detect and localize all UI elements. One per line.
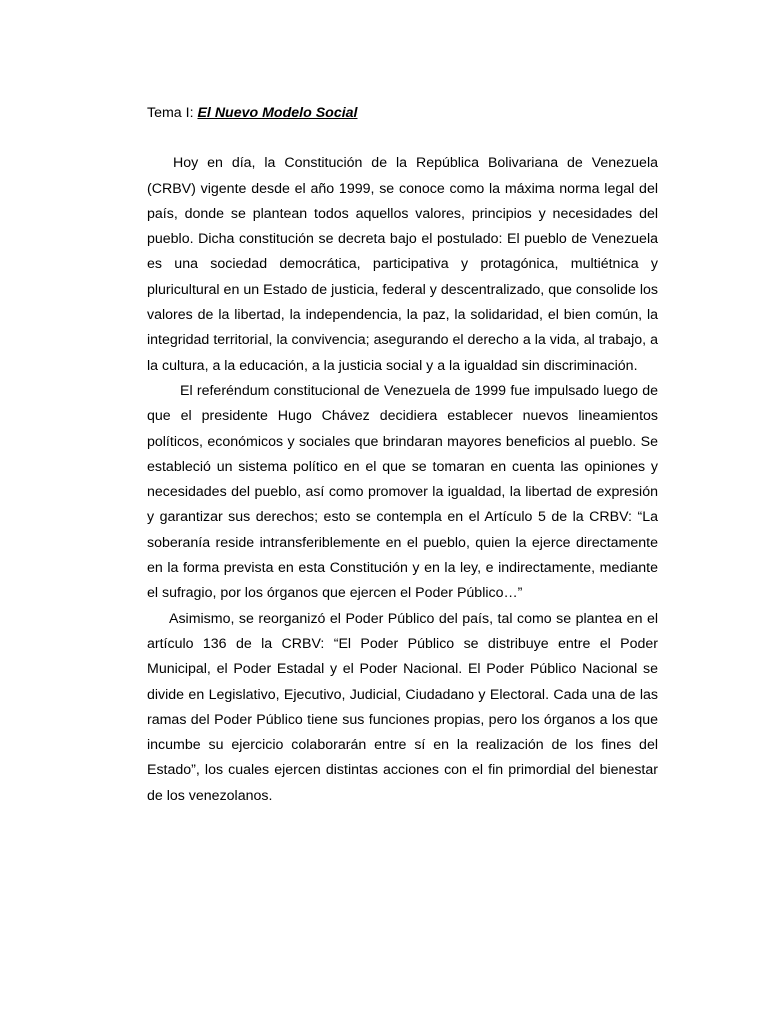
paragraph-constitution: Hoy en día, la Constitución de la República Bolivariana de Venezuela (CRBV) vigente desde el año 1999, se conoce como la máxima norma legal del país, donde se plantean todos aquellos valores, principios y necesidades del pueblo. Dicha constitución se decreta bajo el postulado: El pueblo de Venezuela es una sociedad democrática, participativa y protagónica, multiétnica y pluricultural en un Estado de justicia, federal y descentralizado, que consolide los valores de la libertad, la independencia, la paz, la solidaridad, el bien común, la integridad territorial, la convivencia; asegurando el derecho a la vida, al trabajo, a la cultura, a la educación, a la justicia social y a la igualdad sin discriminación. — [147, 155, 658, 374]
title-emphasis: El Nuevo Modelo Social — [197, 105, 358, 121]
title-prefix: Tema I: — [147, 105, 198, 121]
document-title — [147, 101, 658, 126]
document-body — [147, 101, 658, 809]
paragraph-public-power: Asimismo, se reorganizó el Poder Público del país, tal como se plantea en el artículo 136 de la CRBV: “El Poder Público se distribuye entre el Poder Municipal, el Poder Estadal y el Poder Nacional. El Poder Público Nacional se divide en Legislativo, Ejecutivo, Judicial, Ciudadano y Electoral. Cada una de las ramas del Poder Público tiene sus funciones propias, pero los órganos a los que incumbe su ejercicio colaborarán entre sí en la realización de los fines del Estado”, los cuales ejercen distintas acciones con el fin primordial del bienestar de los venezolanos. — [147, 610, 658, 804]
paragraph-referendum: El referéndum constitucional de Venezuela de 1999 fue impulsado luego de que el presidente Hugo Chávez decidiera establecer nuevos lineamientos políticos, económicos y sociales que brindaran mayores beneficios al pueblo. Se estableció un sistema político en el que se tomaran en cuenta las opiniones y necesidades del pueblo, así como promover la igualdad, la libertad de expresión y garantizar sus derechos; esto se contempla en el Artículo 5 de la CRBV: “La soberanía reside intransferiblemente en el pueblo, quien la ejerce directamente en la forma prevista en esta Constitución y en la ley, e indirectamente, mediante el sufragio, por los órganos que ejercen el Poder Público…” — [147, 382, 658, 602]
